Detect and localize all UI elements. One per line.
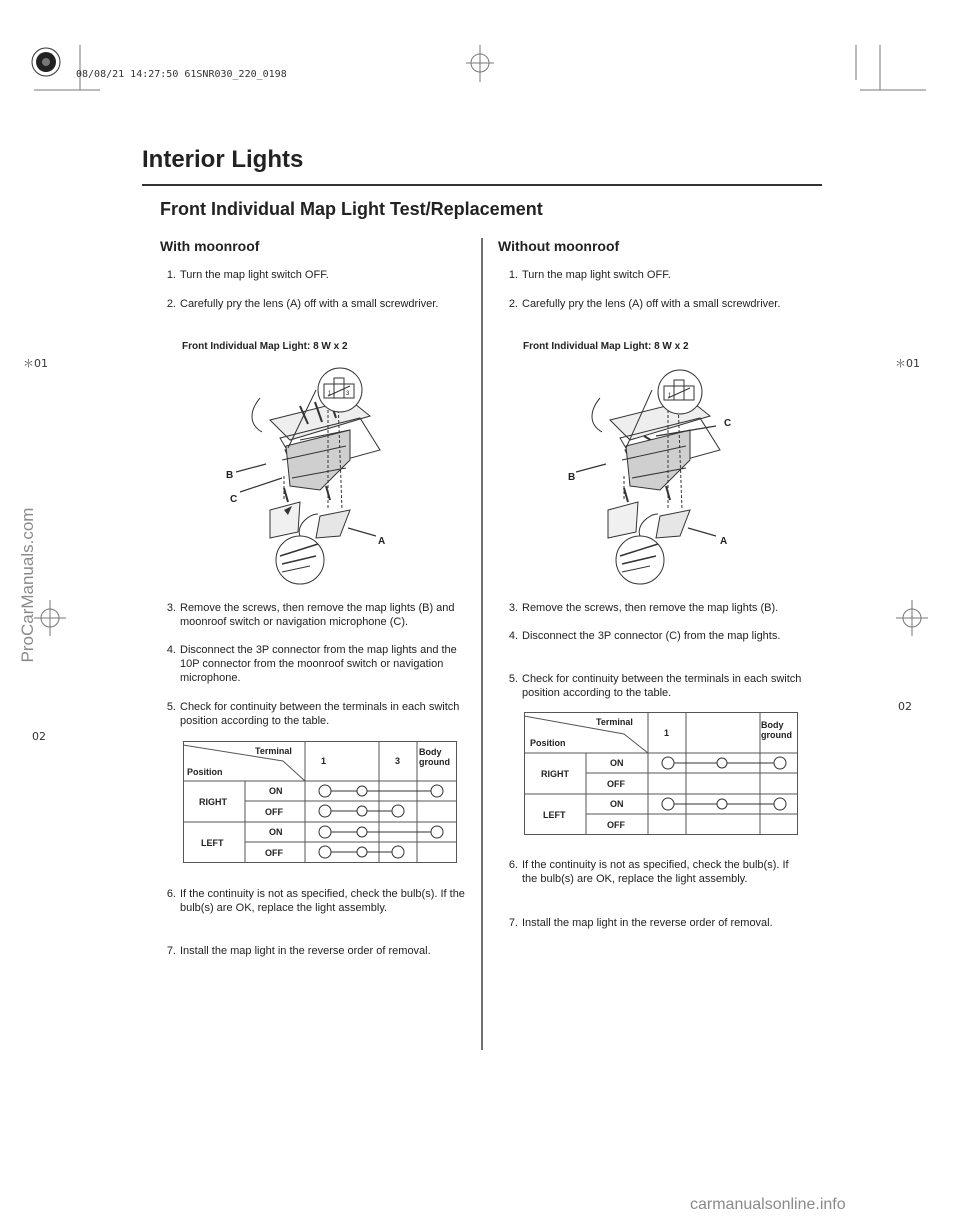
map-light-diagram-without-moonroof (540, 360, 810, 590)
step-number: 1. (508, 269, 518, 281)
step-number: 7. (508, 917, 518, 929)
step-text: If the continuity is not as specified, check the bulb(s). If the bulb(s) are OK, replace the light assembly. (180, 888, 465, 914)
step-number: 7. (166, 945, 176, 957)
step-item (162, 944, 482, 958)
step-item (504, 629, 784, 643)
step-text: Turn the map light switch OFF. (180, 269, 329, 281)
step-item (162, 297, 462, 311)
label-c: C (230, 494, 238, 505)
margin-mark-bottom-left: 02 (32, 730, 46, 743)
table-row-state: ON (610, 758, 624, 768)
margin-mark-bottom-right: 02 (898, 700, 912, 713)
print-stamp: 08/08/21 14:27:50 61SNR030_220_0198 (76, 69, 287, 80)
table-row-state: ON (269, 827, 283, 837)
step-text: Turn the map light switch OFF. (522, 269, 671, 281)
table-col-terminal-1: 1 (664, 728, 670, 738)
label-a: A (378, 536, 386, 547)
with-moonroof-heading: With moonroof (160, 238, 260, 254)
step-number: 5. (166, 701, 176, 713)
page-title: Interior Lights (142, 146, 304, 173)
label-c: C (724, 418, 732, 429)
step-text: Carefully pry the lens (A) off with a small screwdriver. (522, 298, 781, 310)
step-number: 6. (166, 888, 176, 900)
step-number: 3. (166, 602, 176, 614)
table-row-state: ON (269, 786, 283, 796)
step-text: Remove the screws, then remove the map lights (B). (522, 602, 779, 614)
section-title: Front Individual Map Light Test/Replacement (160, 199, 543, 219)
margin-mark-top-right: ＊01 (895, 357, 920, 370)
step-text: Disconnect the 3P connector from the map lights and the 10P connector from the moonroof switch or navigation microphone. (180, 644, 457, 684)
table-col-terminal-1: 1 (321, 756, 327, 766)
step-text: If the continuity is not as specified, check the bulb(s). If the bulb(s) are OK, replace the light assembly. (522, 859, 789, 885)
step-number: 1. (166, 269, 176, 281)
table-row-state: OFF (265, 807, 283, 817)
table-col-body-ground: Body ground (419, 747, 450, 767)
table-col-body-ground: Body ground (761, 720, 792, 740)
table-row-state: ON (610, 799, 624, 809)
step-item (504, 916, 834, 930)
step-number: 4. (166, 644, 176, 656)
step-item (162, 268, 462, 282)
step-number: 5. (508, 673, 518, 685)
step-number: 2. (508, 298, 518, 310)
step-text: Install the map light in the reverse order of removal. (522, 917, 773, 929)
step-item (162, 887, 467, 915)
margin-mark-top-left: ＊01 (23, 357, 48, 370)
table-row-state: OFF (265, 848, 283, 858)
pin-label-1: 1 (668, 393, 672, 399)
step-item (504, 858, 794, 886)
step-item (504, 601, 809, 615)
footer-watermark: carmanualsonline.info (690, 1196, 846, 1213)
table-col-terminal-3: 3 (395, 756, 401, 766)
table-row-position: RIGHT (541, 769, 569, 779)
step-text: Remove the screws, then remove the map lights (B) and moonroof switch or navigation microphone (C). (180, 602, 455, 628)
step-number: 6. (508, 859, 518, 871)
without-moonroof-heading: Without moonroof (498, 238, 620, 254)
label-b: B (226, 470, 234, 481)
figure-caption: Front Individual Map Light: 8 W x 2 (523, 341, 689, 352)
step-number: 2. (166, 298, 176, 310)
step-text: Check for continuity between the terminals in each switch position according to the table. (522, 673, 802, 699)
pin-label-3: 3 (346, 391, 350, 397)
step-text: Disconnect the 3P connector (C) from the map lights. (522, 630, 781, 642)
step-item (162, 643, 467, 685)
step-number: 4. (508, 630, 518, 642)
watermark: ProCarManuals.com (18, 507, 37, 663)
table-row-state: OFF (607, 779, 625, 789)
table-header-position: Position (187, 767, 223, 777)
step-item (504, 268, 804, 282)
table-row-state: OFF (607, 820, 625, 830)
step-item (504, 297, 804, 311)
label-b: B (568, 472, 576, 483)
step-item (504, 672, 809, 700)
step-text: Check for continuity between the terminals in each switch position according to the table. (180, 701, 460, 727)
continuity-table-without-moonroof (524, 712, 798, 835)
table-row-position: LEFT (543, 810, 566, 820)
table-row-position: RIGHT (199, 797, 227, 807)
table-row-position: LEFT (201, 838, 224, 848)
map-light-diagram-with-moonroof (200, 360, 470, 590)
table-header-position: Position (530, 738, 566, 748)
table-header-terminal: Terminal (596, 717, 633, 727)
figure-caption: Front Individual Map Light: 8 W x 2 (182, 341, 348, 352)
pin-label-1: 1 (328, 391, 332, 397)
label-a: A (720, 536, 728, 547)
step-text: Install the map light in the reverse order of removal. (180, 945, 431, 957)
step-item (162, 700, 467, 728)
registration-target-icon (32, 48, 60, 76)
step-text: Carefully pry the lens (A) off with a small screwdriver. (180, 298, 439, 310)
continuity-table-with-moonroof (183, 741, 457, 863)
step-item (162, 601, 467, 629)
step-number: 3. (508, 602, 518, 614)
table-header-terminal: Terminal (255, 746, 292, 756)
